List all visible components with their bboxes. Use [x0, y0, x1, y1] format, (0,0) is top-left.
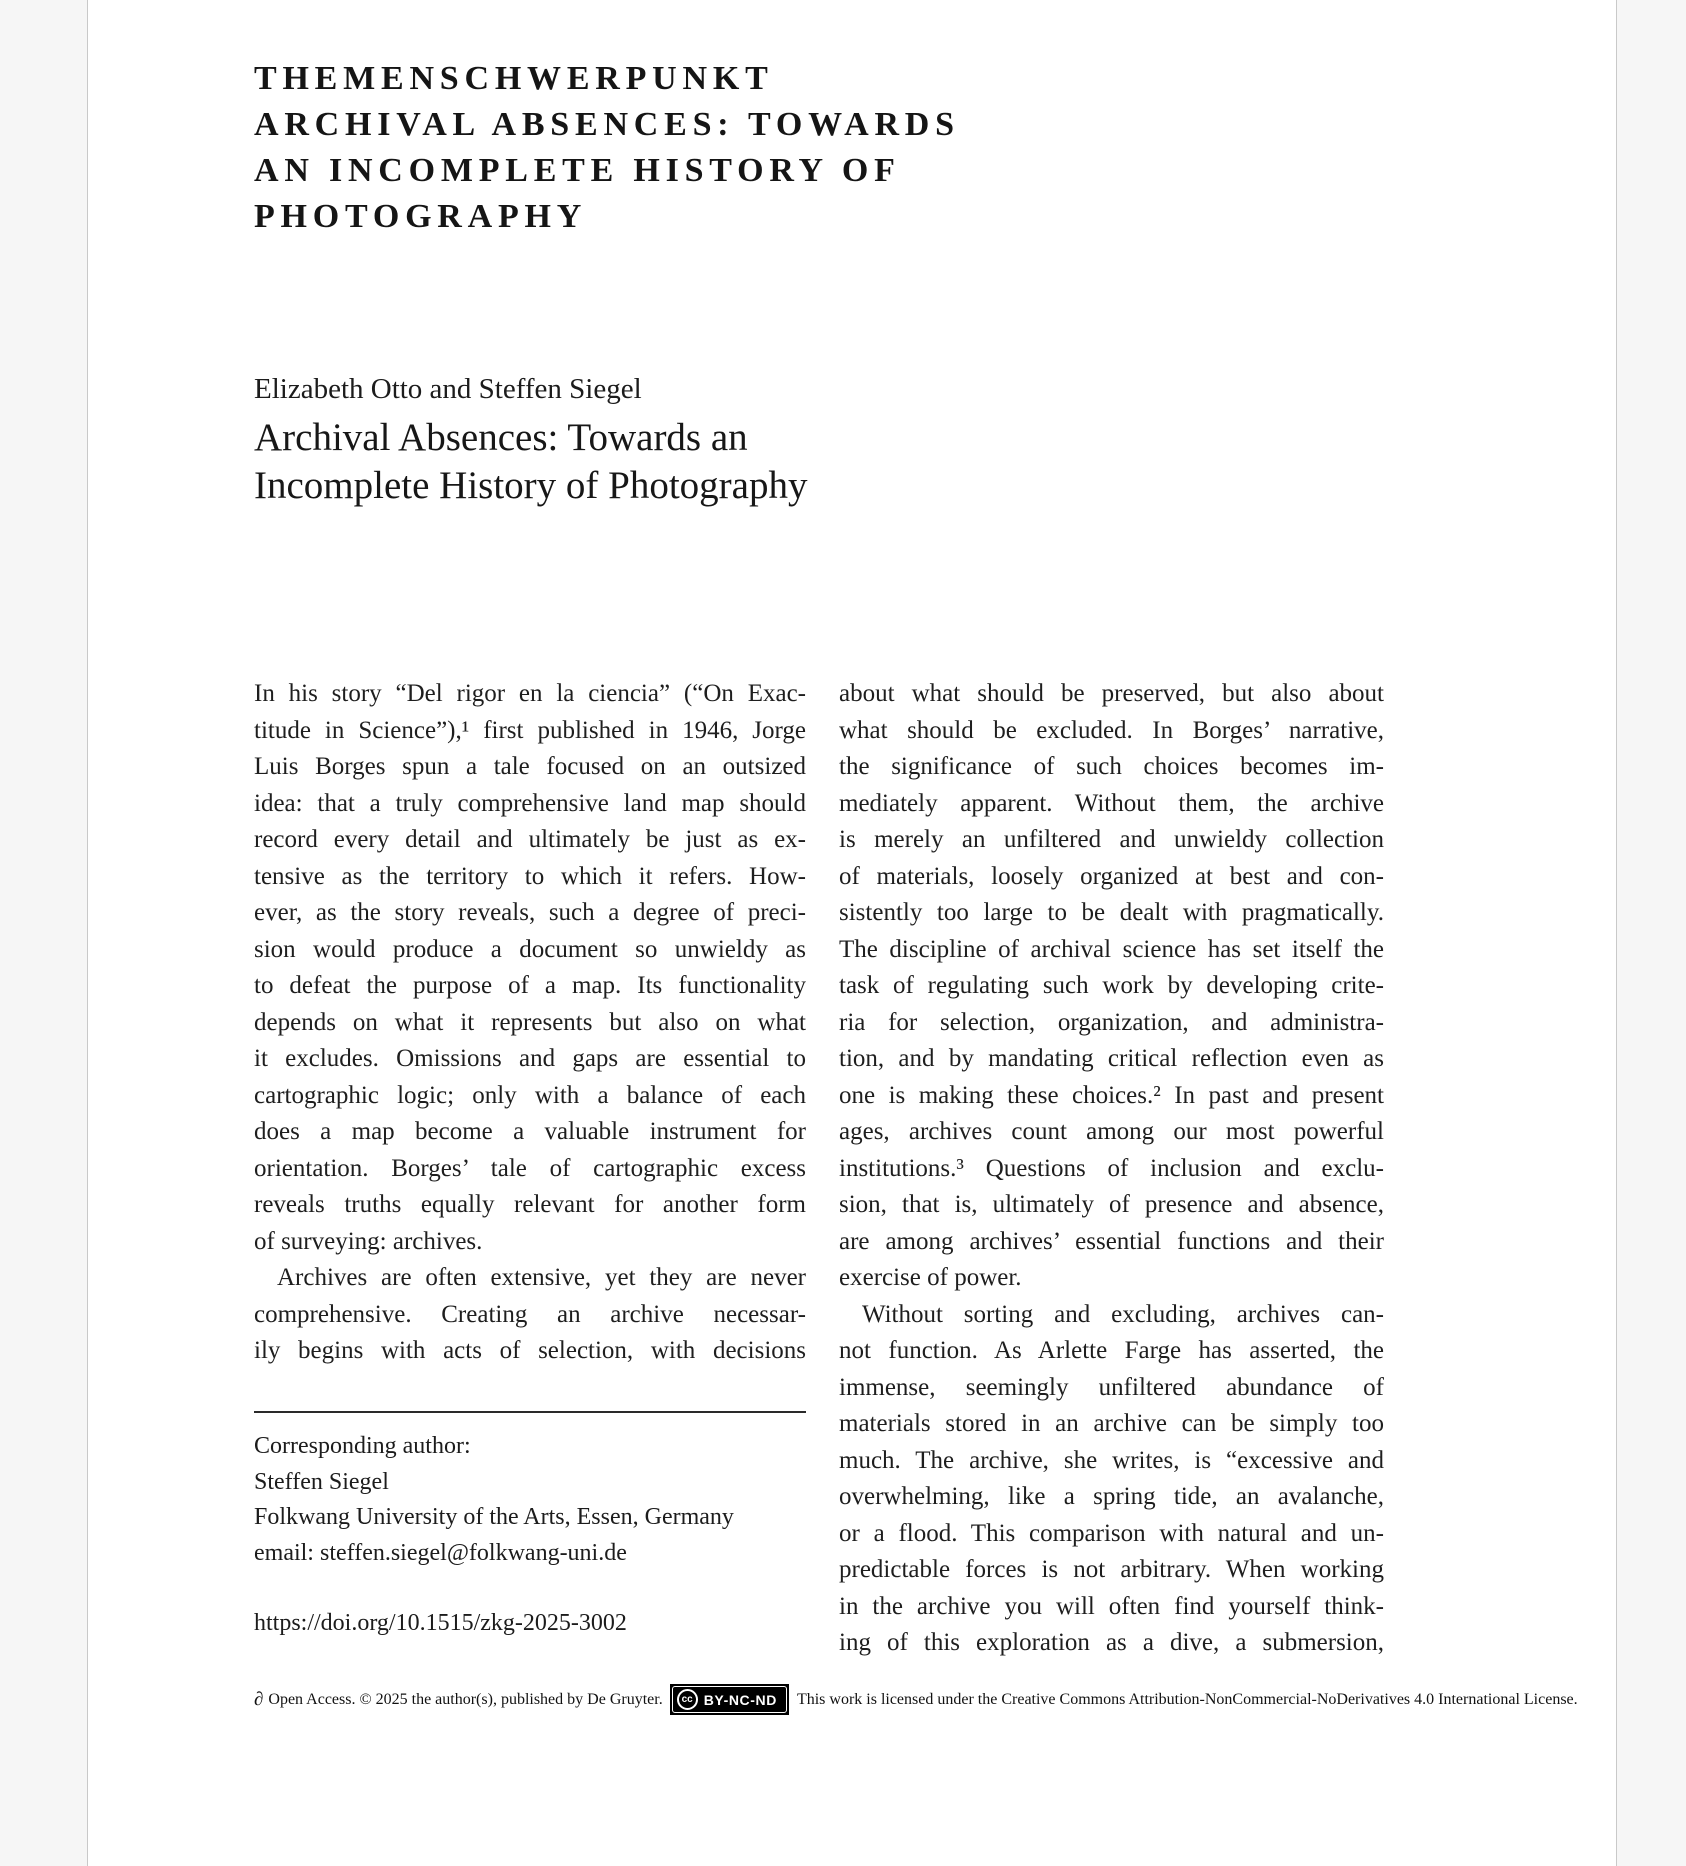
body-text-line: titude in Science”),¹ first published in 1946, Jorge — [254, 716, 806, 744]
corresponding-author-block — [254, 1429, 734, 1571]
body-text-line: ria for selection, organization, and administra- — [839, 1008, 1384, 1036]
open-access-icon: ∂ — [254, 1688, 264, 1710]
kicker-line: PHOTOGRAPHY — [254, 198, 588, 235]
body-text-line: is merely an unfiltered and unwieldy collection — [839, 826, 1384, 853]
article-title — [254, 414, 807, 510]
body-text-line: mediately apparent. Without them, the archive — [839, 789, 1384, 817]
body-text-line: depends on what it represents but also on what — [254, 1008, 806, 1036]
body-text-line: ing of this exploration as a dive, a submersion, — [839, 1629, 1384, 1656]
body-text-line: comprehensive. Creating an archive necessar- — [254, 1300, 806, 1328]
body-text-line: task of regulating such work by developing crite- — [839, 972, 1384, 999]
body-text-line: materials stored in an archive can be simply too — [839, 1410, 1384, 1437]
body-text-line: The discipline of archival science has set itself the — [839, 935, 1384, 963]
body-text-line: what should be excluded. In Borges’ narrative, — [839, 716, 1384, 744]
corresponding-author-line: Corresponding author: — [254, 1433, 471, 1459]
authors-line: Elizabeth Otto and Steffen Siegel — [254, 373, 642, 405]
body-text-line: in the archive you will often find yourself think- — [839, 1592, 1384, 1620]
article-title-line: Incomplete History of Photography — [254, 464, 808, 507]
cc-by-nc-nd-badge — [670, 1684, 789, 1715]
body-text-line: Without sorting and excluding, archives can- — [862, 1300, 1384, 1328]
body-text-line: much. The archive, she writes, is “excessive and — [839, 1446, 1384, 1474]
doi-link[interactable]: https://doi.org/10.1515/zkg-2025-3002 — [254, 1610, 627, 1636]
body-text-line: it excludes. Omissions and gaps are essential to — [254, 1045, 806, 1072]
license-post-text: This work is licensed under the Creative Commons Attribution-NonCommercial-NoDerivatives 4.0 International License. — [796, 1690, 1578, 1708]
body-text-line: overwhelming, like a spring tide, an avalanche, — [839, 1483, 1384, 1510]
page-content — [254, 0, 1578, 1866]
body-text-line: sistently too large to be dealt with pragmatically. — [839, 899, 1384, 926]
body-text-line: does a map become a valuable instrument for — [254, 1118, 806, 1145]
cc-badge-inner — [672, 1686, 787, 1713]
body-text-line: to defeat the purpose of a map. Its functionality — [254, 972, 806, 999]
cc-badge-label: BY-NC-ND — [703, 1691, 777, 1708]
body-text-line: Archives are often extensive, yet they are never — [277, 1264, 806, 1291]
article-title-line: Archival Absences: Towards an — [254, 416, 748, 459]
body-text-line: orientation. Borges’ tale of cartographic excess — [254, 1154, 806, 1182]
cc-icon: cc — [677, 1689, 698, 1710]
body-text-line: are among archives’ essential functions and their — [839, 1227, 1384, 1255]
paper-page — [87, 0, 1617, 1866]
body-text-line: predictable forces is not arbitrary. When working — [839, 1556, 1384, 1583]
body-text-line: ily begins with acts of selection, with decisions — [254, 1337, 806, 1364]
body-text-line: record every detail and ultimately be just as ex- — [254, 826, 806, 853]
body-text-line: In his story “Del rigor en la ciencia” (“On Exac- — [254, 680, 806, 707]
body-text-line: sion, that is, ultimately of presence and absence, — [839, 1191, 1384, 1218]
kicker-line: ARCHIVAL ABSENCES: TOWARDS — [254, 106, 960, 143]
body-text-line: one is making these choices.² In past and present — [839, 1081, 1384, 1109]
body-text-line: idea: that a truly comprehensive land map should — [254, 789, 806, 817]
body-text-line: tion, and by mandating critical reflection even as — [839, 1045, 1384, 1072]
license-line — [254, 1684, 1578, 1715]
body-text-line: reveals truths equally relevant for another form — [254, 1191, 806, 1218]
body-text-line: exercise of power. — [839, 1264, 1022, 1291]
corresponding-author-line: Steffen Siegel — [254, 1468, 389, 1495]
body-column-left — [254, 676, 806, 1370]
body-text-line: or a flood. This comparison with natural and un- — [839, 1519, 1384, 1547]
kicker-line: AN INCOMPLETE HISTORY OF — [254, 152, 901, 189]
body-text-line: of surveying: archives. — [254, 1227, 483, 1255]
body-text-line: sion would produce a document so unwieldy as — [254, 935, 806, 963]
corresponding-author-line: Folkwang University of the Arts, Essen, Germany — [254, 1504, 734, 1530]
body-text-line: of materials, loosely organized at best and con- — [839, 862, 1384, 890]
body-text-line: the significance of such choices becomes im- — [839, 753, 1384, 780]
body-column-right — [839, 676, 1384, 1662]
corresponding-author-line: email: steffen.siegel@folkwang-uni.de — [254, 1539, 627, 1566]
kicker-line: THEMENSCHWERPUNKT — [254, 60, 774, 97]
footnote-divider — [254, 1411, 806, 1413]
body-text-line: ever, as the story reveals, such a degree of preci- — [254, 899, 806, 926]
license-pre-text: Open Access. © 2025 the author(s), published by De Gruyter. — [268, 1690, 663, 1708]
body-text-line: tensive as the territory to which it refers. How- — [254, 862, 806, 890]
body-text-line: ages, archives count among our most powerful — [839, 1118, 1384, 1145]
body-text-line: not function. As Arlette Farge has asserted, the — [839, 1337, 1384, 1364]
body-text-line: Luis Borges spun a tale focused on an outsized — [254, 753, 806, 780]
body-text-line: about what should be preserved, but also about — [839, 680, 1384, 707]
body-text-line: cartographic logic; only with a balance of each — [254, 1081, 806, 1109]
body-text-line: immense, seemingly unfiltered abundance of — [839, 1373, 1384, 1401]
section-kicker — [254, 56, 960, 240]
body-text-line: institutions.³ Questions of inclusion and exclu- — [839, 1154, 1384, 1182]
